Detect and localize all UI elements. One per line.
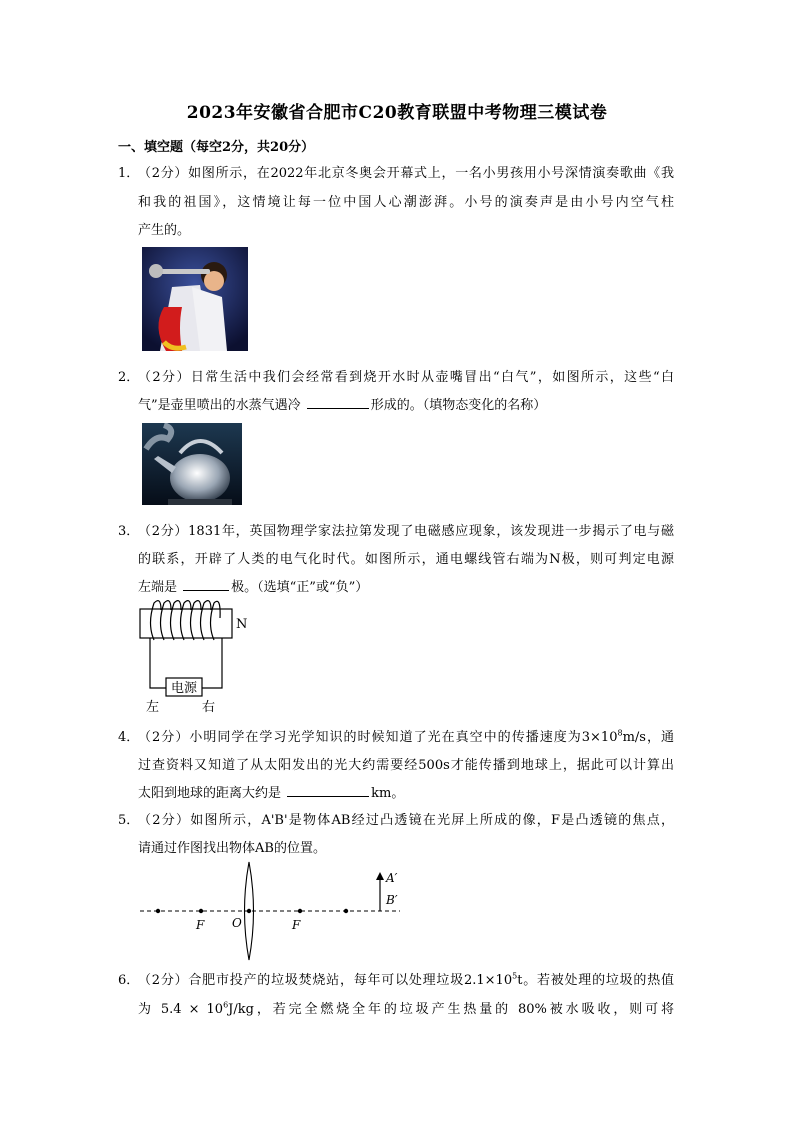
q6-line-1: [138, 969, 674, 988]
q3-line-3-after: 极。（选填“正”或“负”）: [231, 580, 369, 595]
north-pole-label: N: [236, 617, 248, 632]
q3-answer-blank[interactable]: [183, 578, 229, 591]
power-source-label: 电源: [170, 681, 198, 696]
q2-line-2: [138, 394, 546, 413]
q4-answer-blank[interactable]: [287, 784, 369, 797]
image-arrow-head: [376, 872, 384, 880]
convex-lens-diagram: [134, 858, 424, 962]
q2-line-2-after: 形成的。（填物态变化的名称）: [370, 398, 547, 413]
q5-number: 5．: [118, 813, 140, 828]
point-left-f: [199, 909, 203, 913]
q2-line-2-before: 气”是壶里喷出的水蒸气遇冷: [138, 398, 301, 413]
q1-number: 1．: [118, 166, 140, 181]
q4-exponent: 8: [617, 728, 623, 738]
right-wire: [202, 638, 222, 688]
image-bottom-label: B′: [386, 893, 398, 907]
q3-line-1: （2分）1831年，英国物理学家法拉第发现了电磁感应现象，该发现进一步揭示了电与磁: [138, 524, 674, 539]
image-top-label: A′: [386, 871, 398, 885]
left-focus-label: F: [196, 918, 205, 932]
left-side-label: 左: [146, 700, 160, 715]
q6-line-1-b: t。若被处理的垃圾的热值: [517, 973, 674, 988]
q1-line-1: （2分）如图所示，在2022年北京冬奥会开幕式上，一名小男孩用小号深情演奏歌曲《我: [138, 166, 674, 181]
q4-line-1-a: （2分）小明同学在学习光学知识的时候知道了光在真空中的传播速度为3×10: [138, 730, 618, 745]
solenoid-circuit-diagram: [134, 598, 264, 716]
left-wire: [150, 638, 166, 688]
q3-number: 3．: [118, 524, 140, 539]
q4-line-1-b: m/s，通: [622, 730, 674, 745]
right-side-label: 右: [202, 700, 216, 715]
q3-line-3-before: 左端是: [138, 580, 178, 595]
q4-line-3: [138, 782, 404, 801]
q3-line-2: 的联系，开辟了人类的电气化时代。如图所示，通电螺线管右端为N极，则可判定电源: [138, 552, 674, 567]
point-right-f: [298, 909, 302, 913]
point-optical-center: [247, 909, 251, 913]
q2-line-1: （2分）日常生活中我们会经常看到烧开水时从壶嘴冒出“白气”，如图所示，这些“白: [138, 370, 674, 385]
point-right-2f: [344, 909, 348, 913]
q5-line-2: 请通过作图找出物体AB的位置。: [138, 841, 326, 856]
q2-number: 2．: [118, 370, 140, 385]
section-heading: 一、填空题（每空2分，共20分）: [118, 140, 315, 155]
q6-line-1-a: （2分）合肥市投产的垃圾焚烧站，每年可以处理垃圾2.1×10: [138, 973, 513, 988]
q6-line-2-b: J/kg，若完全燃烧全年的垃圾产生热量的 80%被水吸收，则可将: [228, 1002, 674, 1017]
q6-line-2: [138, 998, 674, 1017]
q4-number: 4．: [118, 730, 140, 745]
q4-line-3-after: km。: [371, 786, 405, 801]
q2-answer-blank[interactable]: [307, 396, 369, 409]
q4-line-3-before: 太阳到地球的距离大约是: [138, 786, 282, 801]
q6-line-2-a: 为 5.4 × 10: [138, 1002, 224, 1017]
trumpet-boy-photo: [142, 247, 248, 351]
q6-number: 6．: [118, 973, 140, 988]
page-title: 2023年安徽省合肥市C20教育联盟中考物理三模试卷: [186, 103, 608, 123]
q1-line-3: 产生的。: [138, 223, 191, 238]
q6-exponent-2: 6: [223, 1000, 229, 1010]
kettle-photo: [142, 423, 242, 505]
right-focus-label: F: [292, 918, 301, 932]
q5-line-1: （2分）如图所示，A'B'是物体AB经过凸透镜在光屏上所成的像，F是凸透镜的焦点，: [138, 813, 674, 828]
q4-line-1: [138, 726, 674, 745]
q6-exponent-1: 5: [512, 971, 518, 981]
point-left-2f: [156, 909, 160, 913]
optical-center-label: O: [232, 916, 242, 930]
solenoid-core: [140, 609, 232, 638]
solenoid-coil: [151, 601, 221, 640]
q4-line-2: 过查资料又知道了从太阳发出的光大约需要经500s才能传播到地球上，据此可以计算出: [138, 758, 674, 773]
q3-line-3: [138, 576, 368, 595]
q1-line-2: 和我的祖国》，这情境让每一位中国人心潮澎湃。小号的演奏声是由小号内空气柱: [138, 195, 674, 210]
